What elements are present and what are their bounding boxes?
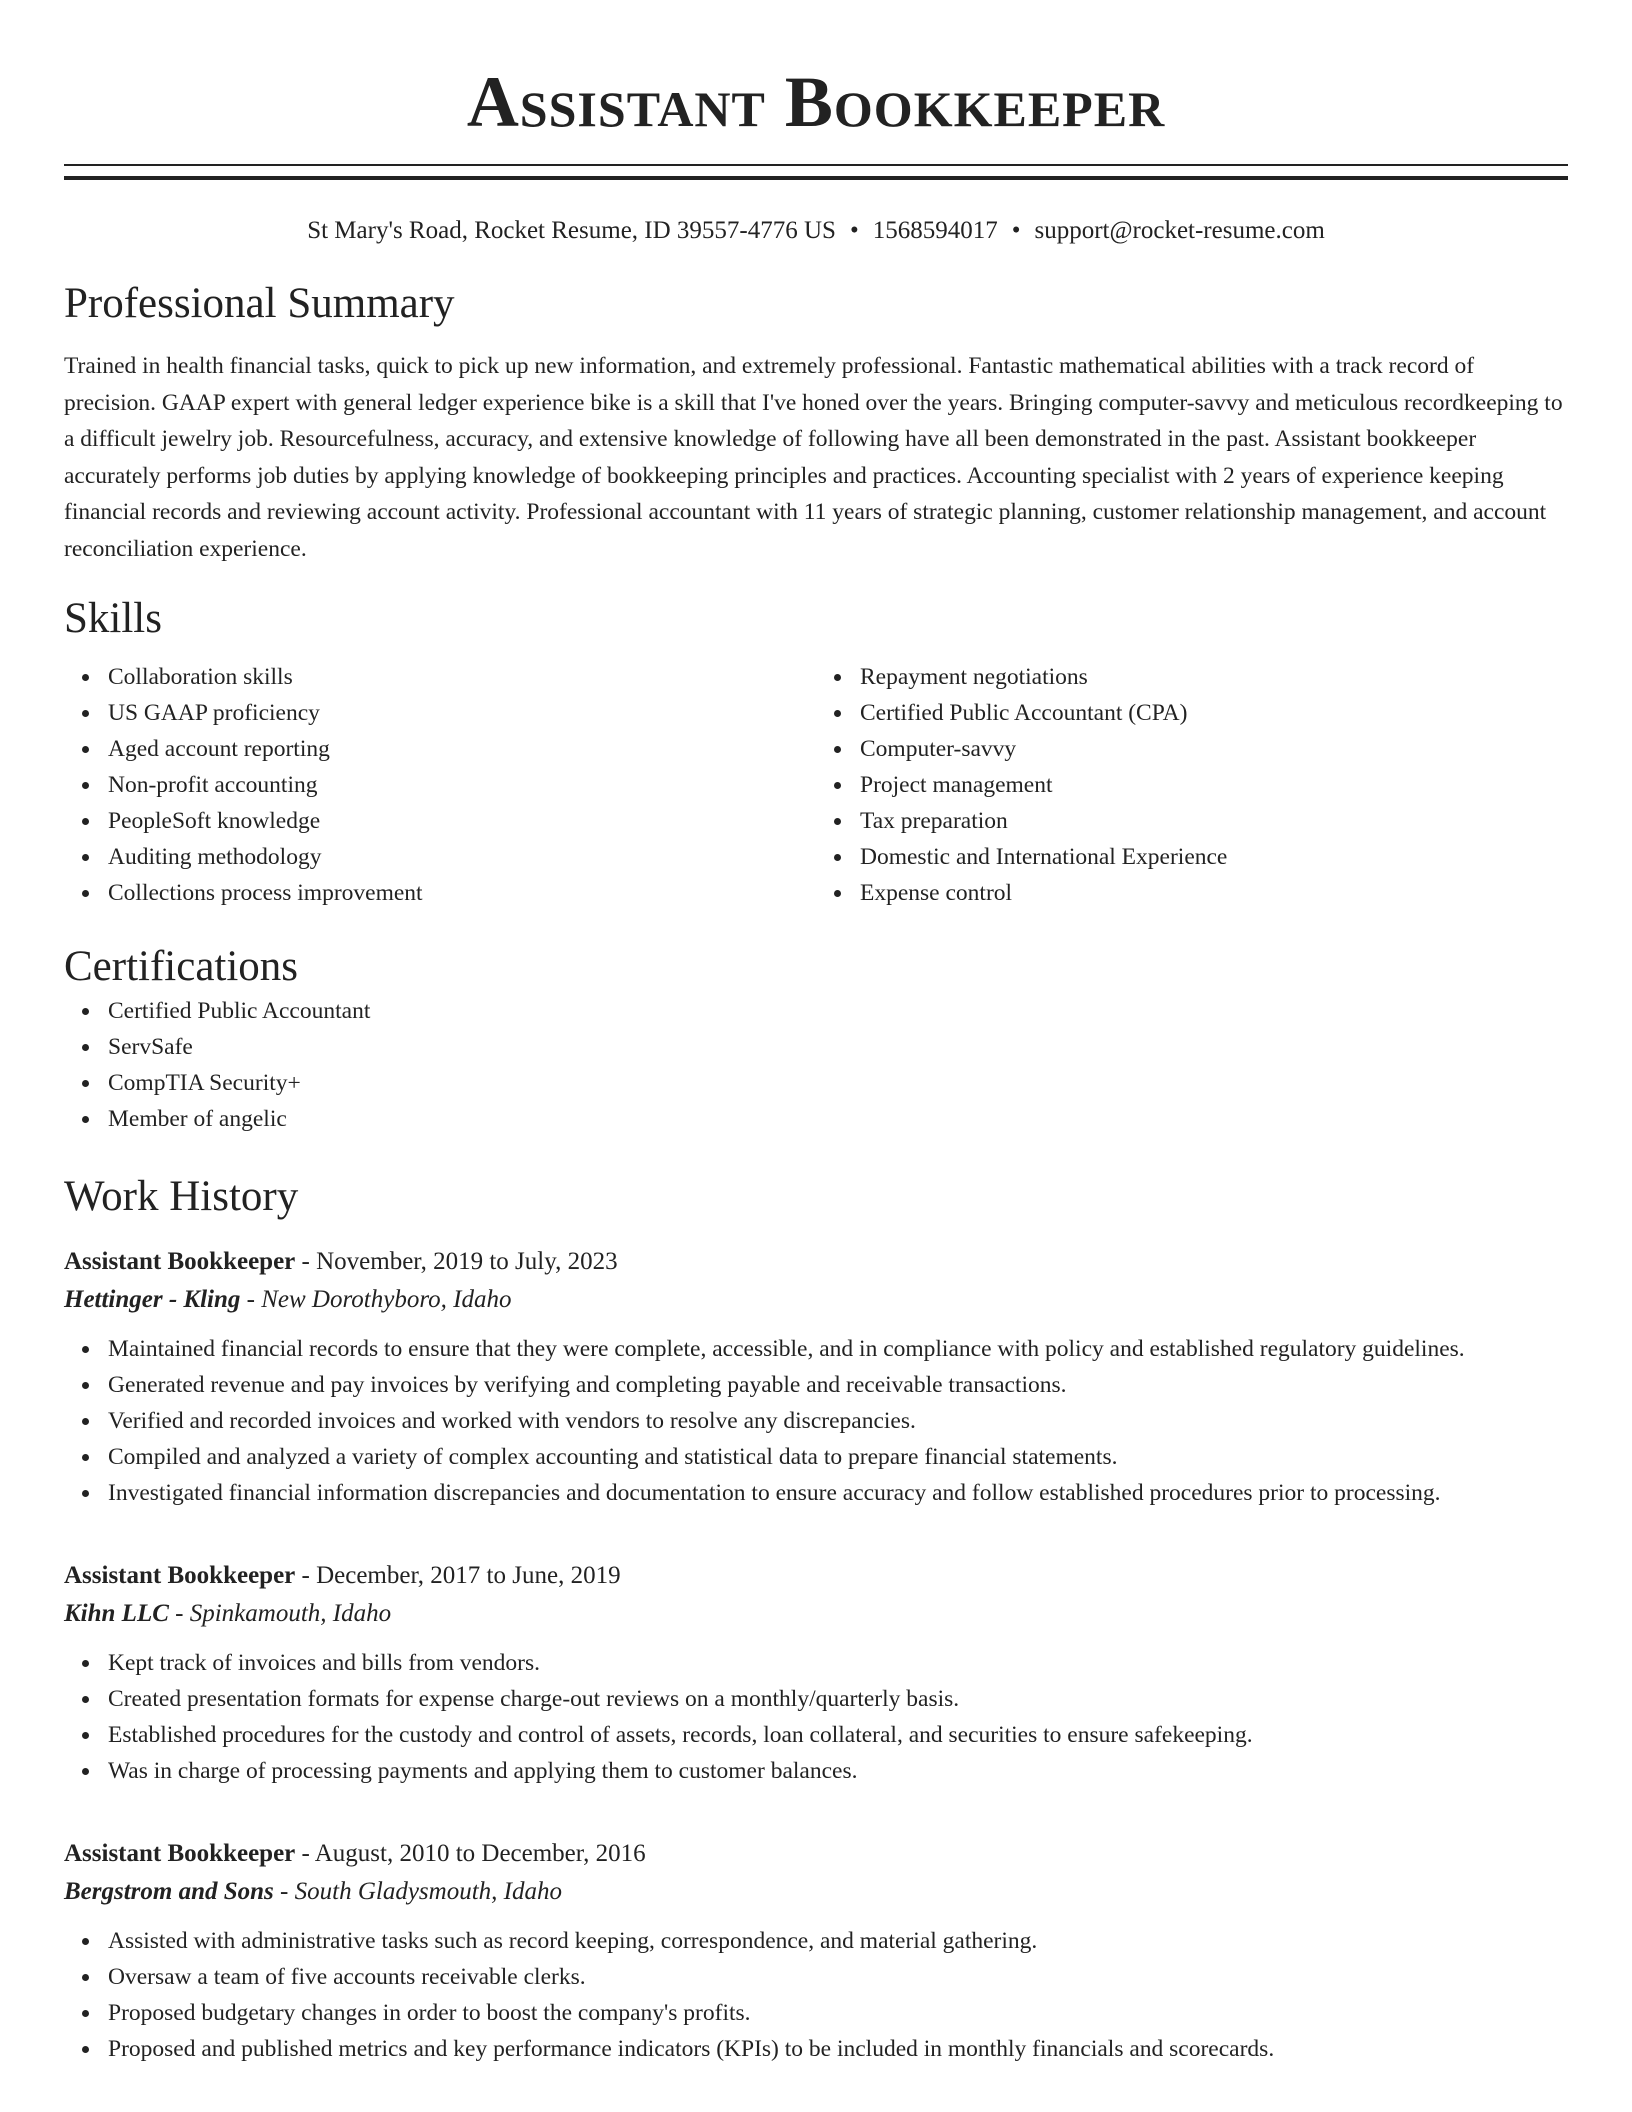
job-duties-list	[64, 1923, 1568, 2067]
contact-email: support@rocket-resume.com	[1034, 217, 1325, 244]
job-title: Assistant Bookkeeper	[64, 1248, 296, 1275]
job-company-line: Kihn LLC - Spinkamouth, Idaho	[64, 1600, 392, 1627]
work-history-heading: Work History	[64, 1173, 299, 1220]
bullet-icon	[834, 710, 841, 717]
skill-item: Computer-savvy	[860, 731, 1568, 767]
bullet-icon	[82, 854, 89, 861]
page-title: Assistant Bookkeeper	[466, 62, 1166, 142]
skill-item: US GAAP proficiency	[108, 695, 816, 731]
job-duty: Proposed and published metrics and key performance indicators (KPIs) to be included in monthly financials and scorecards.	[108, 2031, 1568, 2067]
job-duty: Proposed budgetary changes in order to boost the company's profits.	[108, 1995, 1568, 2031]
job-company: Hettinger - Kling	[64, 1286, 241, 1313]
skill-item: Auditing methodology	[108, 839, 816, 875]
skills-list-left	[64, 659, 816, 911]
job-title: Assistant Bookkeeper	[64, 1562, 296, 1589]
skill-item: Repayment negotiations	[860, 659, 1568, 695]
job-company: Kihn LLC	[64, 1600, 169, 1627]
job-duty: Generated revenue and pay invoices by verifying and completing payable and receivable transactions.	[108, 1367, 1568, 1403]
job-company-line: Bergstrom and Sons - South Gladysmouth, Idaho	[64, 1878, 562, 1905]
skill-item: Collaboration skills	[108, 659, 816, 695]
skill-item: Tax preparation	[860, 803, 1568, 839]
bullet-icon	[82, 782, 89, 789]
bullet-icon	[834, 746, 841, 753]
title-divider	[64, 164, 1568, 180]
certifications-heading: Certifications	[64, 943, 299, 990]
bullet-icon	[82, 674, 89, 681]
bullet-icon	[82, 890, 89, 897]
job-entry	[64, 1835, 1568, 2067]
job-duty: Investigated financial information discrepancies and documentation to ensure accuracy and follow established procedures prior to processing.	[108, 1475, 1568, 1511]
contact-address: St Mary's Road, Rocket Resume, ID 39557-4776 US	[307, 217, 836, 244]
job-duty: Established procedures for the custody and control of assets, records, loan collateral, and securities to ensure safekeeping.	[108, 1717, 1568, 1753]
bullet-icon	[834, 674, 841, 681]
bullet-icon	[82, 1454, 89, 1461]
bullet-icon	[82, 1490, 89, 1497]
job-duty: Kept track of invoices and bills from vendors.	[108, 1645, 1568, 1681]
certifications-list	[64, 993, 1568, 1137]
job-entry	[64, 1243, 1568, 1511]
skill-item: Domestic and International Experience	[860, 839, 1568, 875]
contact-line	[64, 214, 1568, 248]
bullet-icon	[834, 782, 841, 789]
bullet-icon	[82, 1696, 89, 1703]
bullet-icon	[82, 1418, 89, 1425]
job-duties-list	[64, 1645, 1568, 1789]
job-dates: December, 2017 to June, 2019	[316, 1562, 621, 1589]
job-location: New Dorothyboro, Idaho	[261, 1286, 512, 1313]
bullet-icon	[834, 818, 841, 825]
job-duty: Assisted with administrative tasks such as record keeping, correspondence, and material gathering.	[108, 1923, 1568, 1959]
job-duty: Compiled and analyzed a variety of complex accounting and statistical data to prepare financial statements.	[108, 1439, 1568, 1475]
skill-item: PeopleSoft knowledge	[108, 803, 816, 839]
job-title-line: Assistant Bookkeeper - November, 2019 to July, 2023	[64, 1248, 618, 1275]
certification-item: Member of angelic	[108, 1101, 1568, 1137]
skill-item: Non-profit accounting	[108, 767, 816, 803]
skill-item: Project management	[860, 767, 1568, 803]
job-duty: Was in charge of processing payments and applying them to customer balances.	[108, 1753, 1568, 1789]
skill-item: Aged account reporting	[108, 731, 816, 767]
contact-separator: •	[1011, 217, 1021, 244]
bullet-icon	[834, 890, 841, 897]
bullet-icon	[82, 2046, 89, 2053]
skills-columns	[64, 659, 1568, 911]
summary-text: Trained in health financial tasks, quick to pick up new information, and extremely professional. Fantastic mathematical abilities with a track record of precision. GAAP expert with general ledger experience bike is a skill that I've honed over the years. Bringing computer-savvy and meticulous recordkeeping to a difficult jewelry job. Resourcefulness, accuracy, and extensive knowledge of following have all been demonstrated in the past. Assistant bookkeeper accurately performs job duties by applying knowledge of bookkeeping principles and practices. Accounting specialist with 2 years of experience keeping financial records and reviewing account activity. Professional accountant with 11 years of strategic planning, customer relationship management, and account reconciliation experience.	[64, 353, 1563, 562]
bullet-icon	[82, 1008, 89, 1015]
job-duty: Maintained financial records to ensure that they were complete, accessible, and in compliance with policy and established regulatory guidelines.	[108, 1331, 1568, 1367]
skill-item: Certified Public Accountant (CPA)	[860, 695, 1568, 731]
job-location: South Gladysmouth, Idaho	[294, 1878, 562, 1905]
summary-heading: Professional Summary	[64, 280, 455, 327]
bullet-icon	[82, 1974, 89, 1981]
job-title: Assistant Bookkeeper	[64, 1840, 296, 1867]
certification-item: CompTIA Security+	[108, 1065, 1568, 1101]
job-duty: Verified and recorded invoices and worked with vendors to resolve any discrepancies.	[108, 1403, 1568, 1439]
certification-item: Certified Public Accountant	[108, 993, 1568, 1029]
bullet-icon	[82, 1732, 89, 1739]
skills-column-right	[816, 659, 1568, 911]
bullet-icon	[82, 1116, 89, 1123]
bullet-icon	[82, 746, 89, 753]
certification-item: ServSafe	[108, 1029, 1568, 1065]
bullet-icon	[82, 1346, 89, 1353]
job-duty: Oversaw a team of five accounts receivable clerks.	[108, 1959, 1568, 1995]
bullet-icon	[834, 854, 841, 861]
job-title-line: Assistant Bookkeeper - August, 2010 to December, 2016	[64, 1840, 646, 1867]
skill-item: Collections process improvement	[108, 875, 816, 911]
job-duties-list	[64, 1331, 1568, 1511]
bullet-icon	[82, 818, 89, 825]
job-dates: November, 2019 to July, 2023	[316, 1248, 618, 1275]
skills-heading: Skills	[64, 595, 162, 642]
skills-column-left	[64, 659, 816, 911]
bullet-icon	[82, 1660, 89, 1667]
bullet-icon	[82, 1938, 89, 1945]
job-entry	[64, 1557, 1568, 1789]
bullet-icon	[82, 1382, 89, 1389]
bullet-icon	[82, 1080, 89, 1087]
skills-list-right	[816, 659, 1568, 911]
job-title-line: Assistant Bookkeeper - December, 2017 to June, 2019	[64, 1562, 621, 1589]
job-location: Spinkamouth, Idaho	[189, 1600, 392, 1627]
bullet-icon	[82, 1768, 89, 1775]
contact-separator: •	[849, 217, 859, 244]
job-company: Bergstrom and Sons	[64, 1878, 274, 1905]
skill-item: Expense control	[860, 875, 1568, 911]
job-duty: Created presentation formats for expense charge-out reviews on a monthly/quarterly basis.	[108, 1681, 1568, 1717]
job-company-line: Hettinger - Kling - New Dorothyboro, Idaho	[64, 1286, 512, 1313]
job-dates: August, 2010 to December, 2016	[314, 1840, 646, 1867]
contact-phone: 1568594017	[872, 217, 998, 244]
bullet-icon	[82, 1044, 89, 1051]
bullet-icon	[82, 2010, 89, 2017]
bullet-icon	[82, 710, 89, 717]
